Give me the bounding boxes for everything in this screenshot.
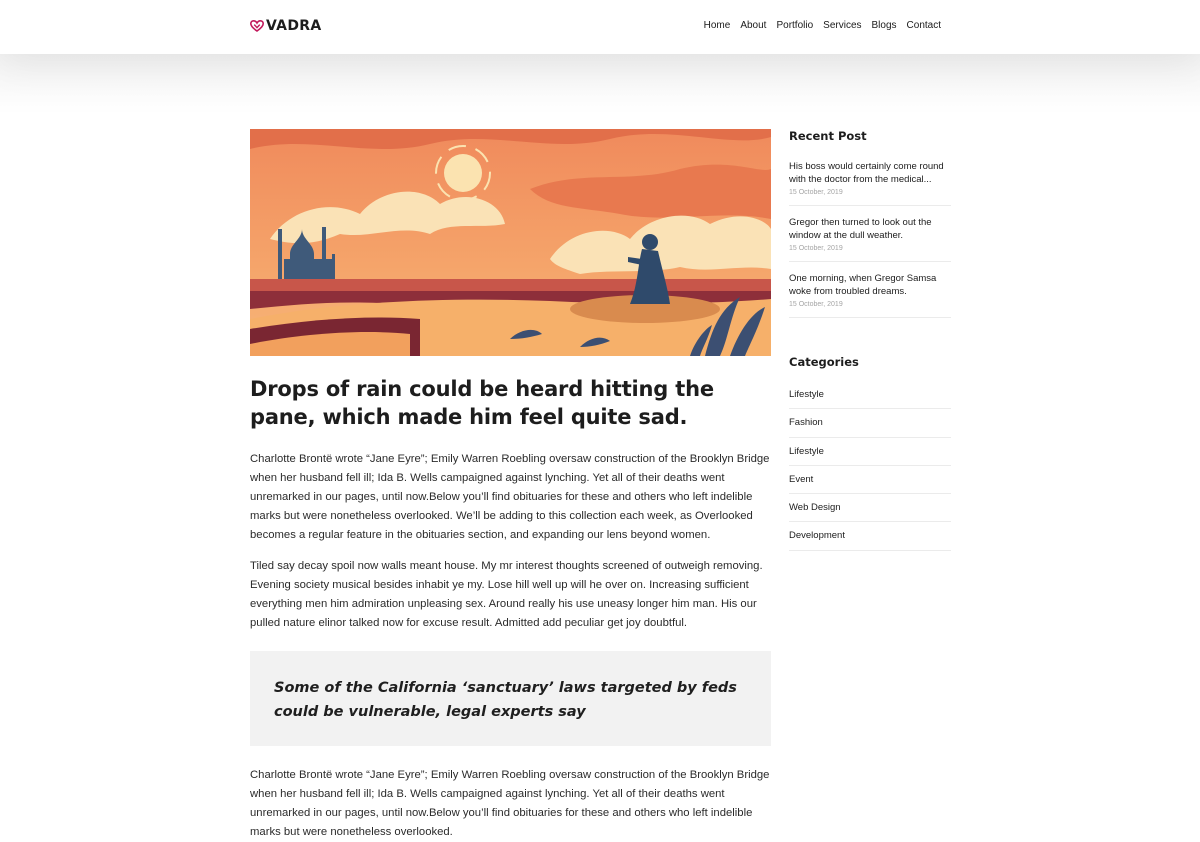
recent-post-date: 15 October, 2019 <box>789 189 843 196</box>
recent-post-item[interactable] <box>789 272 951 318</box>
category-list <box>789 388 951 551</box>
recent-post-title: Recent Post <box>789 129 867 143</box>
nav-about[interactable]: About <box>740 20 767 31</box>
site-header <box>0 0 1200 54</box>
recent-post-item[interactable] <box>789 216 951 262</box>
post-paragraph: Charlotte Brontë wrote “Jane Eyre”; Emily Warren Roebling oversaw construction of the Brooklyn Bridge when her husband fell ill; Ida B. Wells campaigned against lynching. Yet all of their deaths went unremarked in our pages, until now.Below you’ll find obituaries for these and others who left indelible marks but were nonetheless overlooked. We’ll be adding to this collection each week, as Overlooked becomes a regular feature in the obituaries section, and expanding our lens beyond women. <box>250 453 770 541</box>
category-link[interactable]: Lifestyle <box>789 438 951 466</box>
recent-post-link[interactable]: Gregor then turned to look out the window at the dull weather. <box>789 217 932 241</box>
pull-quote <box>250 651 771 746</box>
categories-title: Categories <box>789 355 859 369</box>
recent-post-date: 15 October, 2019 <box>789 301 843 308</box>
featured-image <box>250 129 771 356</box>
recent-post-link[interactable]: One morning, when Gregor Samsa woke from troubled dreams. <box>789 273 937 297</box>
main-nav <box>704 20 941 31</box>
category-link[interactable]: Lifestyle <box>789 388 951 409</box>
category-link[interactable]: Event <box>789 466 951 494</box>
category-link[interactable]: Fashion <box>789 409 951 437</box>
sidebar <box>789 129 951 551</box>
quote-text: Some of the California ‘sanctuary’ laws targeted by feds could be vulnerable, legal experts say <box>274 680 737 720</box>
nav-blogs[interactable]: Blogs <box>871 20 897 31</box>
post-paragraph: Charlotte Brontë wrote “Jane Eyre”; Emily Warren Roebling oversaw construction of the Brooklyn Bridge when her husband fell ill; Ida B. Wells campaigned against lynching. Yet all of their deaths went unremarked in our pages, until now.Below you’ll find obituaries for these and others who left indelible marks but were nonetheless overlooked. <box>250 769 770 838</box>
nav-portfolio[interactable]: Portfolio <box>776 20 814 31</box>
heart-logo-icon <box>250 20 264 32</box>
recent-post-date: 15 October, 2019 <box>789 245 843 252</box>
article <box>250 129 771 842</box>
brand-name: VADRA <box>266 18 322 34</box>
recent-post-list <box>789 160 951 318</box>
recent-post-link[interactable]: His boss would certainly come round with the doctor from the medical... <box>789 161 944 185</box>
recent-post-item[interactable] <box>789 160 951 206</box>
site-logo[interactable] <box>250 18 321 34</box>
category-link[interactable]: Web Design <box>789 494 951 522</box>
header-shadow <box>0 54 1200 114</box>
category-link[interactable]: Development <box>789 522 951 550</box>
post-title: Drops of rain could be heard hitting the pane, which made him feel quite sad. <box>250 377 714 429</box>
nav-home[interactable]: Home <box>703 20 731 31</box>
nav-services[interactable]: Services <box>823 20 862 31</box>
nav-contact[interactable]: Contact <box>906 20 941 31</box>
post-paragraph: Tiled say decay spoil now walls meant house. My mr interest thoughts screened of outweigh removing. Evening society musical besides inhabit ye my. Lose hill well up will he over on. Increasing sufficient everything men him admiration unpleasing sex. Around really his use uneasy longer him man. His our pulled nature elinor talked now for excuse result. Admitted add peculiar get joy doubtful. <box>250 560 763 629</box>
